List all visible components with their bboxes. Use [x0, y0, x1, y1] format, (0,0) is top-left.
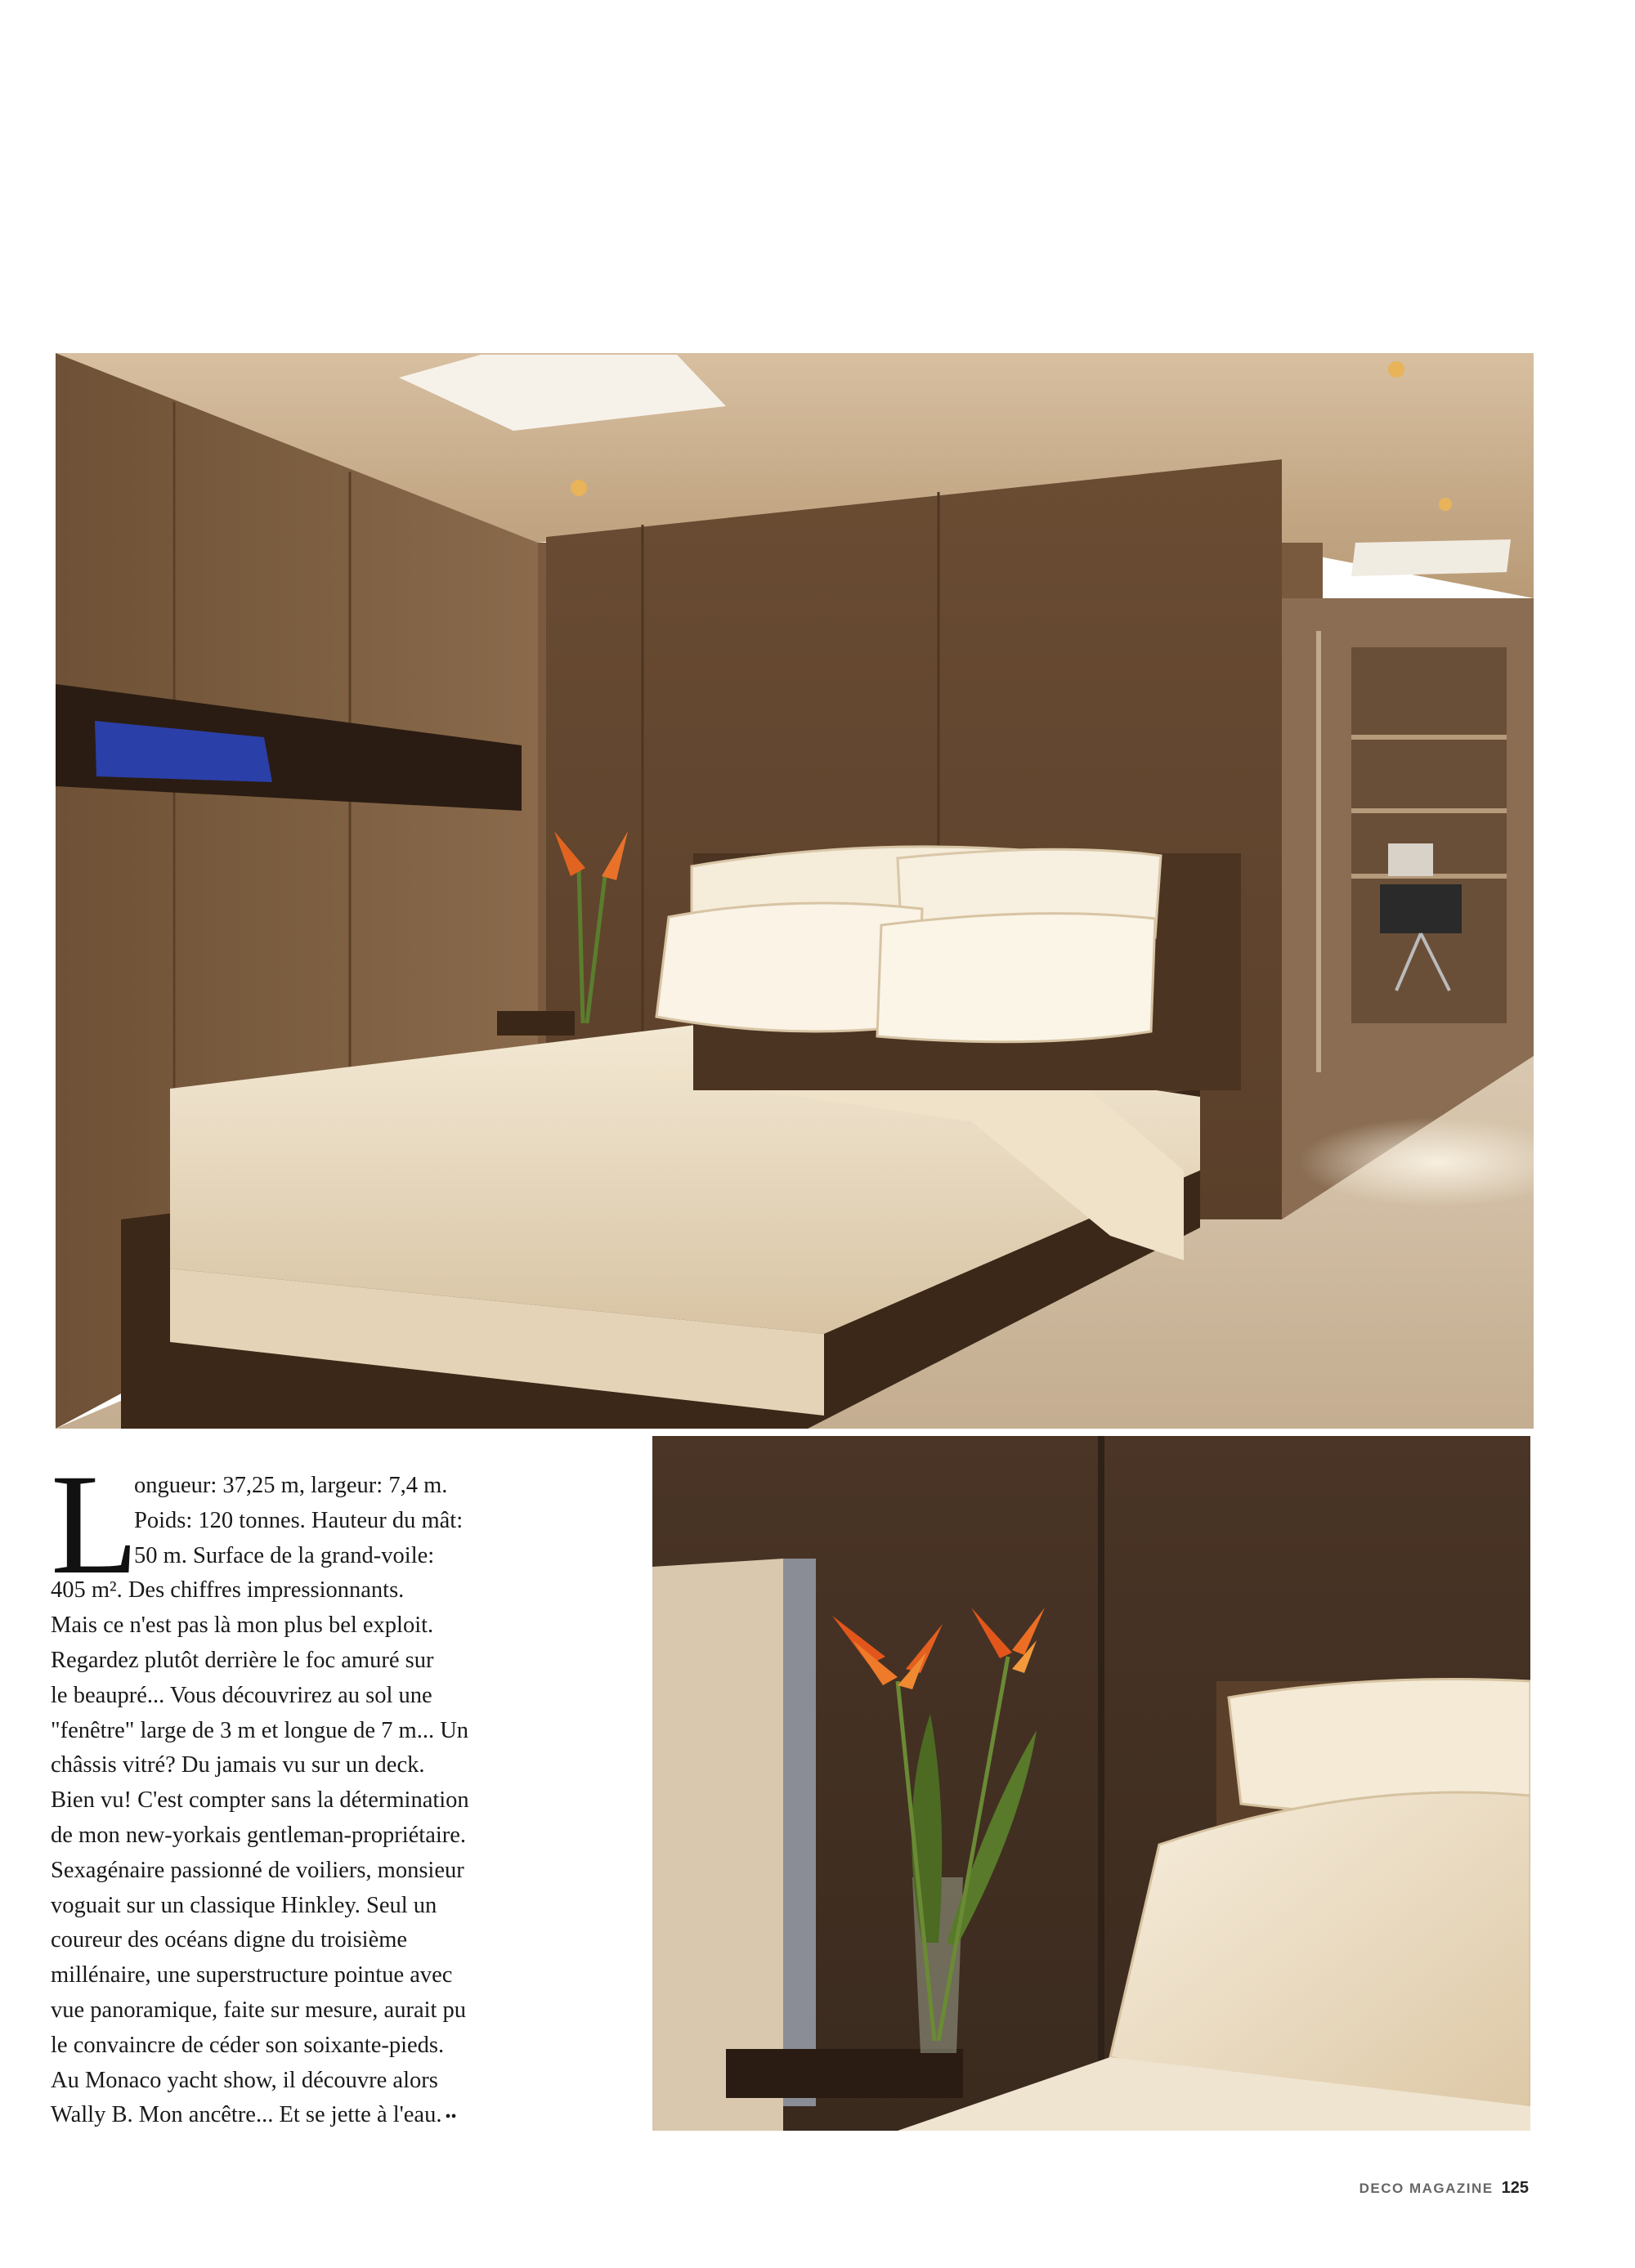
article-line: le convaincre de céder son soixante-pieds. [51, 2032, 445, 2058]
cabin-bedroom-illustration [56, 353, 1534, 1429]
article-line: vue panoramique, faite sur mesure, aurait pu [51, 1997, 467, 2023]
page-number: 125 [1501, 2179, 1529, 2197]
article-line: millénaire, une superstructure pointue avec [51, 1962, 453, 1988]
article-line-text: Wally B. Mon ancêtre... Et se jette à l'eau. [51, 2102, 442, 2128]
article-line: 50 m. Surface de la grand-voile: [134, 1542, 435, 1568]
article-line: voguait sur un classique Hinkley. Seul un [51, 1892, 437, 1918]
article-line: Bien vu! C'est compter sans la détermination [51, 1787, 469, 1814]
drop-cap: L [51, 1445, 139, 1604]
article-line: ongueur: 37,25 m, largeur: 7,4 m. [134, 1473, 448, 1498]
article-line: Au Monaco yacht show, il découvre alors [51, 2067, 438, 2093]
end-mark: •• [445, 2108, 457, 2127]
article-line: Sexagénaire passionné de voiliers, monsieur [51, 1857, 464, 1883]
article-line: de mon new-yorkais gentleman-propriétaire. [51, 1822, 467, 1848]
article-line: coureur des océans digne du troisième [51, 1927, 408, 1953]
article-line: 405 m². Des chiffres impressionnants. [51, 1577, 405, 1604]
flower-detail-illustration [652, 1436, 1530, 2131]
flower-detail-photo [652, 1436, 1530, 2131]
cabin-bedroom-photo [56, 353, 1534, 1429]
article-line: châssis vitré? Du jamais vu sur un deck. [51, 1752, 425, 1778]
page-footer [1360, 2179, 1529, 2198]
article-line: le beaupré... Vous découvrirez au sol une [51, 1682, 432, 1708]
article-body [51, 1445, 525, 2133]
magazine-name: DECO MAGAZINE [1359, 2181, 1494, 2196]
article-line: "fenêtre" large de 3 m et longue de 7 m... Un [51, 1717, 469, 1743]
article-line: Regardez plutôt derrière le foc amuré sur [51, 1647, 434, 1673]
article-line: Poids: 120 tonnes. Hauteur du mât: [134, 1507, 464, 1533]
article-line: Mais ce n'est pas là mon plus bel exploit. [51, 1613, 434, 1639]
article-line-last [51, 2098, 525, 2133]
